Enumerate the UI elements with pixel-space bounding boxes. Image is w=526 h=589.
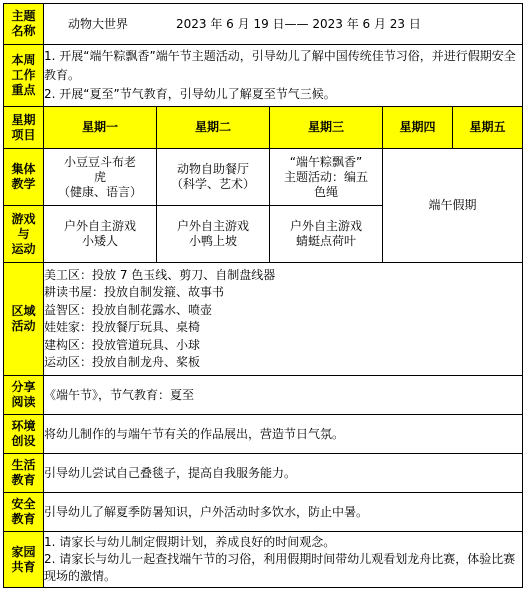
day-wed: 星期三 <box>270 107 383 149</box>
home-row <box>4 532 523 588</box>
holiday-cell: 端午假期 <box>383 149 523 263</box>
home-label-line-1: 家园 <box>11 544 36 559</box>
group-mon-line-2: 虎 <box>93 169 106 184</box>
home-label <box>4 532 44 588</box>
area-item: 建构区：投放管道玩具、小球 <box>44 337 201 352</box>
group-tue <box>157 149 270 206</box>
focus-row <box>4 45 523 107</box>
life-row <box>4 454 523 493</box>
area-item: 美工区：投放 7 色玉线、剪刀、自制盘线器 <box>44 267 276 282</box>
area-item: 耕读书屋：投放自制发箍、故事书 <box>44 285 225 299</box>
safety-row <box>4 493 523 532</box>
area-item: 娃娃家：投放餐厅玩具、桌椅 <box>44 320 201 334</box>
safety-label <box>4 493 44 532</box>
theme-row <box>4 4 523 45</box>
group-label <box>4 149 44 206</box>
environment-label <box>4 415 44 454</box>
environment-content: 将幼儿制作的与端午节有关的作品展出，营造节日气氛。 <box>44 415 523 454</box>
theme-label-line-1: 主题 <box>11 9 36 23</box>
focus-label <box>4 45 44 107</box>
group-mon <box>44 149 157 206</box>
home-item-2: 2. 请家长与幼儿一起查找端午节的习俗，利用假期时间带幼儿观看划龙舟比赛，体验比赛现场的激情。 <box>44 552 516 583</box>
theme-name: 动物大世界 <box>68 16 129 31</box>
days-label-line-1: 星期 <box>11 112 36 127</box>
area-item: 运动区：投放自制龙舟、桨板 <box>44 355 201 369</box>
safety-label-line-1: 安全 <box>11 497 36 511</box>
theme-value <box>44 4 523 45</box>
games-mon <box>44 206 157 263</box>
days-row <box>4 107 523 149</box>
day-mon: 星期一 <box>44 107 157 149</box>
home-content <box>44 532 523 588</box>
home-item-1: 1. 请家长与幼儿制定假期计划，养成良好的时间观念。 <box>44 535 336 549</box>
day-fri: 星期五 <box>453 107 523 149</box>
reading-label-line-1: 分享 <box>11 380 36 394</box>
areas-row <box>4 263 523 376</box>
games-wed-line-2: 蜻蜓点荷叶 <box>295 234 356 248</box>
games-tue-line-2: 小鸭上坡 <box>188 234 237 248</box>
focus-item-1: 1. 开展“端午粽飘香”端午节主题活动，引导幼儿了解中国传统佳节习俗，并进行假期安全教育。 <box>44 49 516 82</box>
group-wed-line-1: “端午粽飘香” <box>289 154 363 169</box>
group-mon-line-3: （健康、语言） <box>57 184 142 199</box>
games-tue-line-1: 户外自主游戏 <box>176 219 249 233</box>
weekly-plan-table <box>3 3 523 588</box>
group-wed-line-2: 主题活动：编五 <box>283 169 368 184</box>
areas-content <box>44 263 523 376</box>
group-tue-line-1: 动物自助餐厅 <box>176 162 249 176</box>
reading-label <box>4 376 44 415</box>
day-thu: 星期四 <box>383 107 453 149</box>
group-wed-line-3: 色绳 <box>313 184 338 199</box>
games-label-line-3: 运动 <box>11 241 36 256</box>
theme-label <box>4 4 44 45</box>
games-label-line-2: 与 <box>17 226 30 241</box>
focus-label-line-2: 工作 <box>11 68 36 82</box>
areas-label-line-1: 区域 <box>11 304 36 318</box>
life-label <box>4 454 44 493</box>
safety-content: 引导幼儿了解夏季防暑知识，户外活动时多饮水，防止中暑。 <box>44 493 523 532</box>
games-tue <box>157 206 270 263</box>
group-teaching-row <box>4 149 523 206</box>
areas-label-line-2: 活动 <box>11 319 36 333</box>
focus-item-2: 2. 开展“夏至”节气教育，引导幼儿了解夏至节气三候。 <box>44 87 336 101</box>
areas-label <box>4 263 44 376</box>
group-wed <box>270 149 383 206</box>
life-label-line-2: 教育 <box>11 473 36 487</box>
days-label <box>4 107 44 149</box>
theme-dates: 2023 年 6 月 19 日—— 2023 年 6 月 23 日 <box>176 16 421 31</box>
home-label-line-2: 共育 <box>11 559 36 574</box>
group-label-line-2: 教学 <box>11 177 36 191</box>
area-item: 益智区：投放自制花露水、喷壶 <box>44 302 213 317</box>
group-tue-line-2: （科学、艺术） <box>170 177 255 191</box>
environment-row <box>4 415 523 454</box>
theme-label-line-2: 名称 <box>11 24 36 38</box>
life-content: 引导幼儿尝试自己叠毯子，提高自我服务能力。 <box>44 454 523 493</box>
games-mon-line-1: 户外自主游戏 <box>63 219 136 233</box>
games-mon-line-2: 小矮人 <box>81 234 118 248</box>
reading-row <box>4 376 523 415</box>
life-label-line-1: 生活 <box>11 458 36 472</box>
focus-label-line-1: 本周 <box>11 53 36 67</box>
safety-label-line-2: 教育 <box>11 512 36 526</box>
environment-label-line-2: 创设 <box>11 434 36 448</box>
games-label-line-1: 游戏 <box>11 211 36 226</box>
games-wed <box>270 206 383 263</box>
day-tue: 星期二 <box>157 107 270 149</box>
days-label-line-2: 项目 <box>11 127 36 142</box>
environment-label-line-1: 环境 <box>11 419 36 433</box>
games-wed-line-1: 户外自主游戏 <box>289 219 362 233</box>
group-label-line-1: 集体 <box>11 162 36 176</box>
reading-content: 《端午节》，节气教育：夏至 <box>44 376 523 415</box>
group-mon-line-1: 小豆豆斗布老 <box>63 154 136 169</box>
focus-content <box>44 45 523 107</box>
games-label <box>4 206 44 263</box>
reading-label-line-2: 阅读 <box>11 395 36 409</box>
focus-label-line-3: 重点 <box>11 83 36 97</box>
